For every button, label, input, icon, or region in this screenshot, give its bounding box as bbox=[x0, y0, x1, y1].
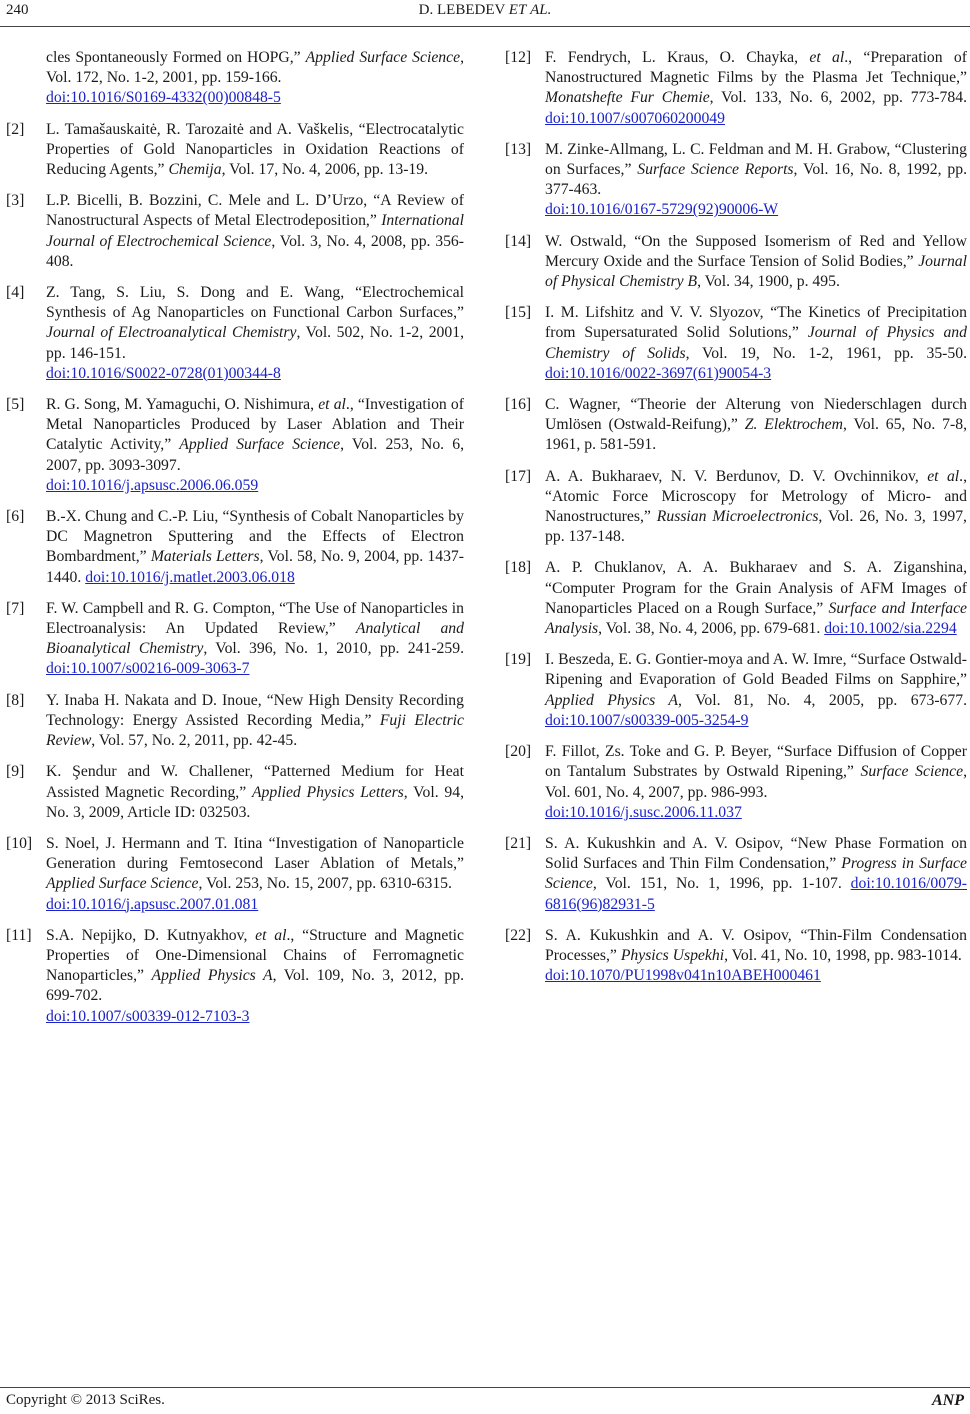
doi-link[interactable]: doi:10.1007/s007060200049 bbox=[545, 109, 725, 127]
ref-journal: Journal of Physical Chemistry B bbox=[545, 252, 967, 291]
ref-text: , Vol. 396, No. 1, 2010, pp. 241-259. bbox=[203, 640, 464, 658]
ref-journal: Monatshefte Fur Chemie bbox=[545, 89, 710, 107]
ref-number: [14] bbox=[505, 232, 532, 250]
ref-text: A. A. Bukharaev, N. V. Berdunov, D. V. Ovchinnikov, bbox=[545, 467, 928, 485]
ref-number: [20] bbox=[505, 743, 532, 761]
ref-text: , Vol. 81, No. 4, 2005, pp. 673-677. bbox=[677, 691, 968, 709]
reference-item bbox=[6, 834, 464, 915]
ref-number: [19] bbox=[505, 651, 532, 669]
ref-text: , Vol. 65, No. 7-8, 1961, p. 581-591. bbox=[545, 416, 967, 454]
reference-item bbox=[505, 232, 967, 293]
ref-journal: Applied Surface Science bbox=[305, 49, 461, 66]
ref-text: L. Tamašauskaitė, R. Tarozaitė and A. Vaškelis, “Electrocatalytic Properties of Gold Nanoparticles in Oxidation Reactions of Reducing Agents,” bbox=[46, 120, 464, 179]
left-column bbox=[6, 48, 464, 1038]
ref-number: [21] bbox=[505, 834, 532, 852]
ref-text: S.A. Nepijko, D. Kutnyakhov, bbox=[46, 926, 256, 944]
doi-link[interactable]: doi:10.1016/0079-6816(96)82931-5 bbox=[545, 875, 967, 913]
reference-item bbox=[6, 599, 464, 680]
ref-journal: Surface Science bbox=[860, 763, 964, 781]
ref-journal: Progress in Surface Science bbox=[545, 855, 967, 893]
running-head-author: D. LEBEDEV bbox=[418, 2, 506, 18]
page-header bbox=[0, 0, 970, 27]
doi-link[interactable]: doi:10.1070/PU1998v041n10ABEH000461 bbox=[545, 967, 821, 985]
ref-number: [16] bbox=[505, 396, 532, 414]
ref-journal: Applied Surface Science bbox=[46, 875, 199, 893]
ref-number: [7] bbox=[6, 599, 25, 617]
doi-link[interactable]: doi:10.1007/s00216-009-3063-7 bbox=[46, 660, 250, 678]
doi-link[interactable]: doi:10.1002/sia.2294 bbox=[824, 620, 957, 638]
reference-item bbox=[6, 691, 464, 752]
ref-journal: Materials Letters bbox=[150, 548, 260, 566]
ref-etal: et al bbox=[255, 926, 287, 944]
doi-link[interactable]: doi:10.1016/S0022-0728(01)00344-8 bbox=[46, 364, 281, 382]
ref-text: , Vol. 133, No. 6, 2002, pp. 773-784. bbox=[709, 89, 967, 107]
ref-text: , Vol. 109, No. 3, 2012, pp. 699-702. bbox=[46, 967, 464, 1005]
ref-journal: Chemija bbox=[168, 161, 222, 179]
ref-text: , Vol. 253, No. 6, 2007, pp. 3093-3097. bbox=[46, 436, 464, 474]
ref-text: C. Wagner, “Theorie der Alterung von Niederschlagen durch Umlösen (Ostwald-Reifung),” bbox=[545, 396, 967, 434]
doi-link[interactable]: doi:10.1016/0022-3697(61)90054-3 bbox=[545, 364, 772, 382]
reference-item bbox=[505, 48, 967, 129]
ref-text: S. Noel, J. Hermann and T. Itina “Investigation of Nanoparticle Generation during Femtosecond Laser Ablation of Metals,” bbox=[46, 834, 464, 873]
ref-text: , Vol. 253, No. 15, 2007, pp. 6310-6315. bbox=[198, 875, 452, 893]
ref-text: S. A. Kukushkin and A. V. Osipov, “New Phase Formation on Solid Surfaces and Thin Film Condensation,” bbox=[545, 834, 967, 873]
ref-text: W. Ostwald, “On the Supposed Isomerism of Red and Yellow Mercury Oxide and the Surface Tension of Solid Bodies,” bbox=[545, 232, 967, 270]
journal-abbrev: ANP bbox=[932, 1392, 964, 1409]
running-head-et: ET bbox=[508, 2, 527, 18]
page-footer bbox=[0, 1387, 970, 1414]
ref-number: [9] bbox=[6, 763, 25, 781]
ref-text: , Vol. 34, 1900, p. 495. bbox=[697, 273, 840, 291]
ref-text: M. Zinke-Allmang, L. C. Feldman and M. H. Grabow, “Clustering on Surfaces,” bbox=[545, 140, 967, 179]
ref-journal: International Journal of Electrochemical Science bbox=[46, 212, 464, 250]
reference-item bbox=[6, 283, 464, 384]
ref-etal: et al bbox=[809, 49, 845, 66]
page-number: 240 bbox=[6, 2, 29, 18]
ref-text: F. W. Campbell and R. G. Compton, “The Use of Nanoparticles in Electroanalysis: An Updated Review,” bbox=[46, 599, 464, 638]
ref-text: , Vol. 17, No. 4, 2006, pp. 13-19. bbox=[221, 161, 429, 179]
ref-journal: Surface Science Reports bbox=[637, 161, 794, 179]
ref-text: I. M. Lifshitz and V. V. Slyozov, “The Kinetics of Precipitation from Supersaturated Solid Solutions,” bbox=[545, 304, 967, 342]
ref-number: [11] bbox=[6, 926, 32, 944]
ref-text: , Vol. 3, No. 4, 2008, pp. 356-408. bbox=[46, 232, 464, 270]
ref-text: , Vol. 601, No. 4, 2007, pp. 986-993. bbox=[545, 763, 967, 801]
ref-text: , Vol. 38, No. 4, 2006, pp. 679-681. bbox=[598, 620, 825, 638]
ref-text: , Vol. 172, No. 1-2, 2001, pp. 159-166. bbox=[46, 49, 464, 87]
doi-link[interactable]: doi:10.1016/j.matlet.2003.06.018 bbox=[85, 568, 295, 586]
ref-text: A. P. Chuklanov, A. A. Bukharaev and S. A. Ziganshina, “Computer Program for the Grain Analysis of AFM Images of Nanoparticles Placed on a Rough Surface,” bbox=[545, 559, 967, 617]
ref-journal: Analytical and Bioanalytical Chemistry bbox=[46, 620, 464, 658]
reference-item bbox=[6, 395, 464, 496]
ref-etal: et al bbox=[927, 467, 960, 485]
doi-link[interactable]: doi:10.1016/j.apsusc.2007.01.081 bbox=[46, 895, 259, 913]
ref-journal: Z. Elektrochem bbox=[744, 416, 843, 434]
ref-journal: Applied Surface Science bbox=[179, 436, 341, 454]
reference-item bbox=[505, 926, 967, 987]
doi-link[interactable]: doi:10.1007/s00339-005-3254-9 bbox=[545, 711, 749, 729]
running-head-al: AL. bbox=[530, 2, 552, 18]
ref-number: [12] bbox=[505, 49, 532, 66]
ref-text: L.P. Bicelli, B. Bozzini, C. Mele and L. D’Urzo, “A Review of Nanostructural Aspects of Metal Electrodeposition,” bbox=[46, 192, 464, 230]
ref-text: R. G. Song, M. Yamaguchi, O. Nishimura, bbox=[46, 396, 319, 414]
ref-text: cles Spontaneously Formed on HOPG,” bbox=[46, 49, 306, 66]
copyright-notice: Copyright © 2013 SciRes. bbox=[6, 1392, 165, 1408]
ref-text: , Vol. 19, No. 1-2, 1961, pp. 35-50. bbox=[685, 344, 967, 362]
reference-item bbox=[505, 742, 967, 823]
ref-number: [15] bbox=[505, 304, 532, 322]
ref-text: S. A. Kukushkin and A. V. Osipov, “Thin-Film Condensation Processes,” bbox=[545, 926, 967, 964]
reference-item bbox=[6, 926, 464, 1027]
right-column bbox=[505, 48, 967, 997]
ref-journal: Russian Microelectronics bbox=[656, 508, 819, 526]
reference-item bbox=[505, 650, 967, 731]
reference-item bbox=[505, 395, 967, 456]
reference-item bbox=[505, 834, 967, 915]
ref-number: [13] bbox=[505, 140, 532, 158]
ref-text: , Vol. 16, No. 8, 1992, pp. 377-463. bbox=[545, 161, 967, 199]
ref-text: , Vol. 58, No. 9, 2004, pp. 1437-1440. bbox=[46, 548, 464, 586]
ref-text: , Vol. 41, No. 10, 1998, pp. 983-1014. bbox=[724, 946, 962, 964]
ref-number: [3] bbox=[6, 192, 25, 210]
reference-item bbox=[505, 303, 967, 384]
ref-text: , Vol. 26, No. 3, 1997, pp. 137-148. bbox=[545, 508, 967, 546]
running-head bbox=[0, 2, 970, 19]
ref-text: ., “Investigation of Metal Nanoparticles Produced by Laser Ablation and Their Catalytic Activity,” bbox=[46, 396, 464, 454]
reference-item bbox=[6, 191, 464, 272]
doi-link[interactable]: doi:10.1007/s00339-012-7103-3 bbox=[46, 1007, 250, 1025]
reference-item bbox=[505, 558, 967, 639]
ref-text: , Vol. 94, No. 3, 2009, Article ID: 032503. bbox=[46, 783, 464, 821]
ref-journal: Applied Physics A bbox=[545, 691, 678, 709]
ref-text: , Vol. 151, No. 1, 1996, pp. 1-107. bbox=[592, 875, 851, 893]
doi-link[interactable]: doi:10.1016/j.susc.2006.11.037 bbox=[545, 803, 742, 821]
reference-item bbox=[6, 507, 464, 588]
ref-text: , Vol. 502, No. 1-2, 2001, pp. 146-151. bbox=[46, 324, 464, 362]
ref-number: [8] bbox=[6, 691, 25, 709]
ref-text: ., “Atomic Force Microscopy for Metrology of Micro- and Nanostructures,” bbox=[545, 467, 968, 526]
reference-item bbox=[6, 120, 464, 181]
ref-number: [10] bbox=[6, 834, 33, 852]
doi-link[interactable]: doi:10.1016/j.apsusc.2006.06.059 bbox=[46, 476, 259, 494]
ref-journal: Surface and Interface Analysis bbox=[545, 599, 967, 638]
ref-text: K. Şendur and W. Challener, “Patterned Medium for Heat Assisted Magnetic Recording,” bbox=[46, 763, 464, 801]
ref-number: [22] bbox=[505, 926, 532, 944]
doi-link[interactable]: doi:10.1016/0167-5729(92)90006-W bbox=[545, 201, 779, 219]
reference-item bbox=[505, 467, 967, 548]
ref-text: F. Fillot, Zs. Toke and G. P. Beyer, “Surface Diffusion of Copper on Tantalum Substrates by Ostwald Ripening,” bbox=[545, 743, 967, 781]
ref-text: Z. Tang, S. Liu, S. Dong and E. Wang, “Electrochemical Synthesis of Ag Nanoparticles on Functional Carbon Surfaces,” bbox=[46, 284, 464, 322]
ref-text: F. Fendrych, L. Kraus, O. Chayka, bbox=[545, 49, 810, 66]
ref-number: [5] bbox=[6, 396, 25, 414]
ref-text: Y. Inaba H. Nakata and D. Inoue, “New High Density Recording Technology: Energy Assisted Recording Media,” bbox=[46, 691, 464, 729]
ref-journal: Journal of Electroanalytical Chemistry bbox=[46, 324, 297, 342]
ref-number: [6] bbox=[6, 508, 25, 526]
reference-continuation bbox=[6, 48, 464, 109]
ref-journal: Journal of Physics and Chemistry of Solids bbox=[545, 324, 967, 362]
ref-number: [4] bbox=[6, 284, 25, 302]
reference-item bbox=[6, 762, 464, 823]
ref-number: [18] bbox=[505, 559, 532, 577]
ref-journal: Applied Physics Letters bbox=[251, 783, 404, 801]
reference-item bbox=[505, 140, 967, 221]
ref-number: [2] bbox=[6, 120, 25, 138]
ref-number: [17] bbox=[505, 467, 532, 485]
ref-etal: et al bbox=[318, 396, 346, 414]
ref-text: I. Beszeda, E. G. Gontier-moya and A. W. Imre, “Surface Ostwald-Ripening and Evaporation of Gold Beaded Films on Sapphire,” bbox=[545, 651, 967, 689]
ref-text: B.-X. Chung and C.-P. Liu, “Synthesis of Cobalt Nanoparticles by DC Magnetron Sputtering and the Effects of Electron Bombardment,” bbox=[46, 508, 464, 566]
ref-journal: Fuji Electric Review bbox=[46, 711, 465, 750]
ref-text: ., “Structure and Magnetic Properties of One-Dimensional Chains of Ferromagnetic Nanoparticles,” bbox=[46, 926, 465, 985]
ref-journal: Physics Uspekhi bbox=[620, 946, 725, 964]
doi-link[interactable]: doi:10.1016/S0169-4332(00)00848-5 bbox=[46, 89, 281, 107]
ref-text: , Vol. 57, No. 2, 2011, pp. 42-45. bbox=[91, 732, 298, 750]
ref-text: ., “Preparation of Nanostructured Magnetic Films by the Plasma Jet Technique,” bbox=[545, 49, 967, 87]
ref-journal: Applied Physics A bbox=[151, 967, 273, 985]
